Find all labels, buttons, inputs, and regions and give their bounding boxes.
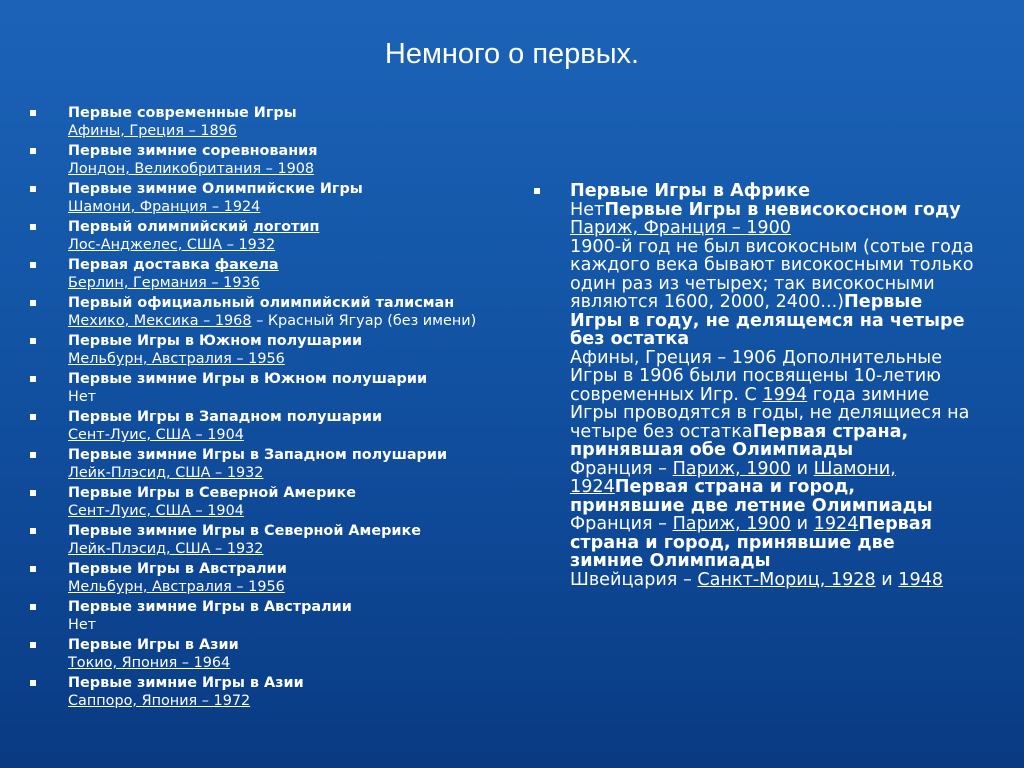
item-heading-text: Первый олимпийский [68,219,254,235]
item-link[interactable]: 1924 [813,514,859,534]
item-link[interactable]: Париж, 1900 [672,514,792,534]
item-link[interactable]: Мельбурн, Австралия – 1956 [68,351,285,367]
bullet-icon [30,604,36,610]
list-item [30,256,510,292]
item-heading: Первые Игры в Западном полушарии [68,409,383,425]
bullet-icon [30,148,36,154]
item-link[interactable]: 1994 [762,384,808,405]
bullet-icon [534,188,540,194]
list-item [30,218,510,254]
item-link[interactable]: Мельбурн, Австралия – 1956 [68,579,285,595]
item-heading: Первые Игры в Австралии [68,561,287,577]
item-link[interactable]: Саппоро, Япония – 1972 [68,693,251,709]
item-link[interactable]: Шамони, 1924 [570,458,896,497]
bullet-icon [30,680,36,686]
list-item [30,446,510,482]
item-text: 1900-й год не был високосным (сотые года каждого века бывают високосными только один раз из четырех; так високосными являются 1600, 2000, 2400...) [570,236,974,312]
item-text: года зимние Игры проводятся в годы, не делящиеся на четыре без остатка [570,384,970,442]
item-link[interactable]: 1948 [898,569,944,590]
list-item [30,598,510,634]
item-link[interactable]: Токио, Япония – 1964 [68,655,231,671]
item-heading: Первые зимние Игры в Западном полушарии [68,447,448,463]
logo-link[interactable]: логотип [253,219,320,235]
item-heading: Первые Игры в году, не делящемся на четыре без остатка [570,292,965,349]
list-item [30,636,510,672]
bullet-icon [30,262,36,268]
item-link[interactable]: Париж, Франция – 1900 [570,218,791,238]
item-heading: Первые Игры в Азии [68,637,239,653]
item-text: Нет [68,389,97,405]
item-link[interactable]: Париж, 1900 [672,458,792,479]
bullet-icon [30,566,36,572]
right-list [534,182,974,589]
item-link[interactable]: Берлин, Германия – 1936 [68,275,260,291]
slide-title: Немного о первых. [384,38,640,70]
item-link[interactable]: Сент-Луис, США – 1904 [68,427,244,443]
item-text: Франция – [570,458,673,479]
bullet-icon [30,110,36,116]
bullet-icon [30,300,36,306]
item-link[interactable]: Шамони, Франция – 1924 [68,199,261,215]
bullet-icon [30,186,36,192]
item-heading: Первые зимние Игры в Северной Америке [68,523,421,539]
list-item [30,142,510,178]
list-item [30,104,510,140]
bullet-icon [30,224,36,230]
list-item [30,180,510,216]
item-heading: Первые Игры в Северной Америке [68,485,356,501]
item-detail [68,312,510,330]
item-text: Афины, Греция – 1906 Дополнительные Игры в 1906 были посвящены 10-летию современных Игр. С [570,347,943,405]
item-heading: Первая страна, принявшая обе Олимпиады [570,421,909,460]
item-heading: Первые зимние соревнования [68,143,318,159]
bullet-icon [30,338,36,344]
item-note: – Красный Ягуар (без имени) [251,313,477,329]
torch-link[interactable]: факела [214,257,279,273]
item-heading: Первые зимние Олимпийские Игры [68,181,363,197]
item-heading: Первые зимние Игры в Австралии [68,599,352,615]
item-link[interactable]: Лейк-Плэсид, США – 1932 [68,465,264,481]
item-heading [68,218,510,236]
bullet-icon [30,490,36,496]
bullet-icon [30,642,36,648]
item-link[interactable]: Лондон, Великобритания – 1908 [68,161,315,177]
list-item [534,182,974,589]
item-heading: Первая страна и город, принявшие две летние Олимпиады [570,477,933,516]
item-heading: Первые зимние Игры в Южном полушарии [68,371,428,387]
item-text: Нет [570,199,605,220]
bullet-icon [30,528,36,534]
item-link[interactable]: Санкт-Мориц, 1928 [697,569,876,590]
list-item [30,674,510,710]
item-text: Швейцария – [570,569,698,590]
item-heading: Первые зимние Игры в Азии [68,675,304,691]
item-link[interactable]: Афины, Греция – 1896 [68,123,237,139]
item-link[interactable]: Мехико, Мексика – 1968 [68,313,252,329]
item-link[interactable]: Лос-Анджелес, США – 1932 [68,237,276,253]
item-text: и [875,569,899,590]
list-item [30,484,510,520]
item-heading-text: Первая доставка [68,257,215,273]
item-heading: Первые Игры в Африке [570,181,811,201]
item-text: Нет [68,617,97,633]
list-item [30,370,510,406]
item-link[interactable]: Лейк-Плэсид, США – 1932 [68,541,264,557]
item-text: Франция – [570,514,673,534]
bullet-icon [30,414,36,420]
left-list [30,104,510,712]
list-item [30,560,510,596]
item-heading: Первая страна и город, принявшие две зимние Олимпиады [570,514,932,571]
item-text: и [791,458,814,479]
item-heading: Первые Игры в Южном полушарии [68,333,363,349]
item-heading: Первый официальный олимпийский талисман [68,295,455,311]
item-heading: Первые Игры в невисокосном году [604,199,961,220]
item-heading: Первые современные Игры [68,105,297,121]
item-heading [68,256,510,274]
list-item [30,294,510,330]
list-item [30,522,510,558]
bullet-icon [30,376,36,382]
list-item [30,408,510,444]
bullet-icon [30,452,36,458]
item-link[interactable]: Сент-Луис, США – 1904 [68,503,244,519]
list-item [30,332,510,368]
item-text: и [791,514,814,534]
